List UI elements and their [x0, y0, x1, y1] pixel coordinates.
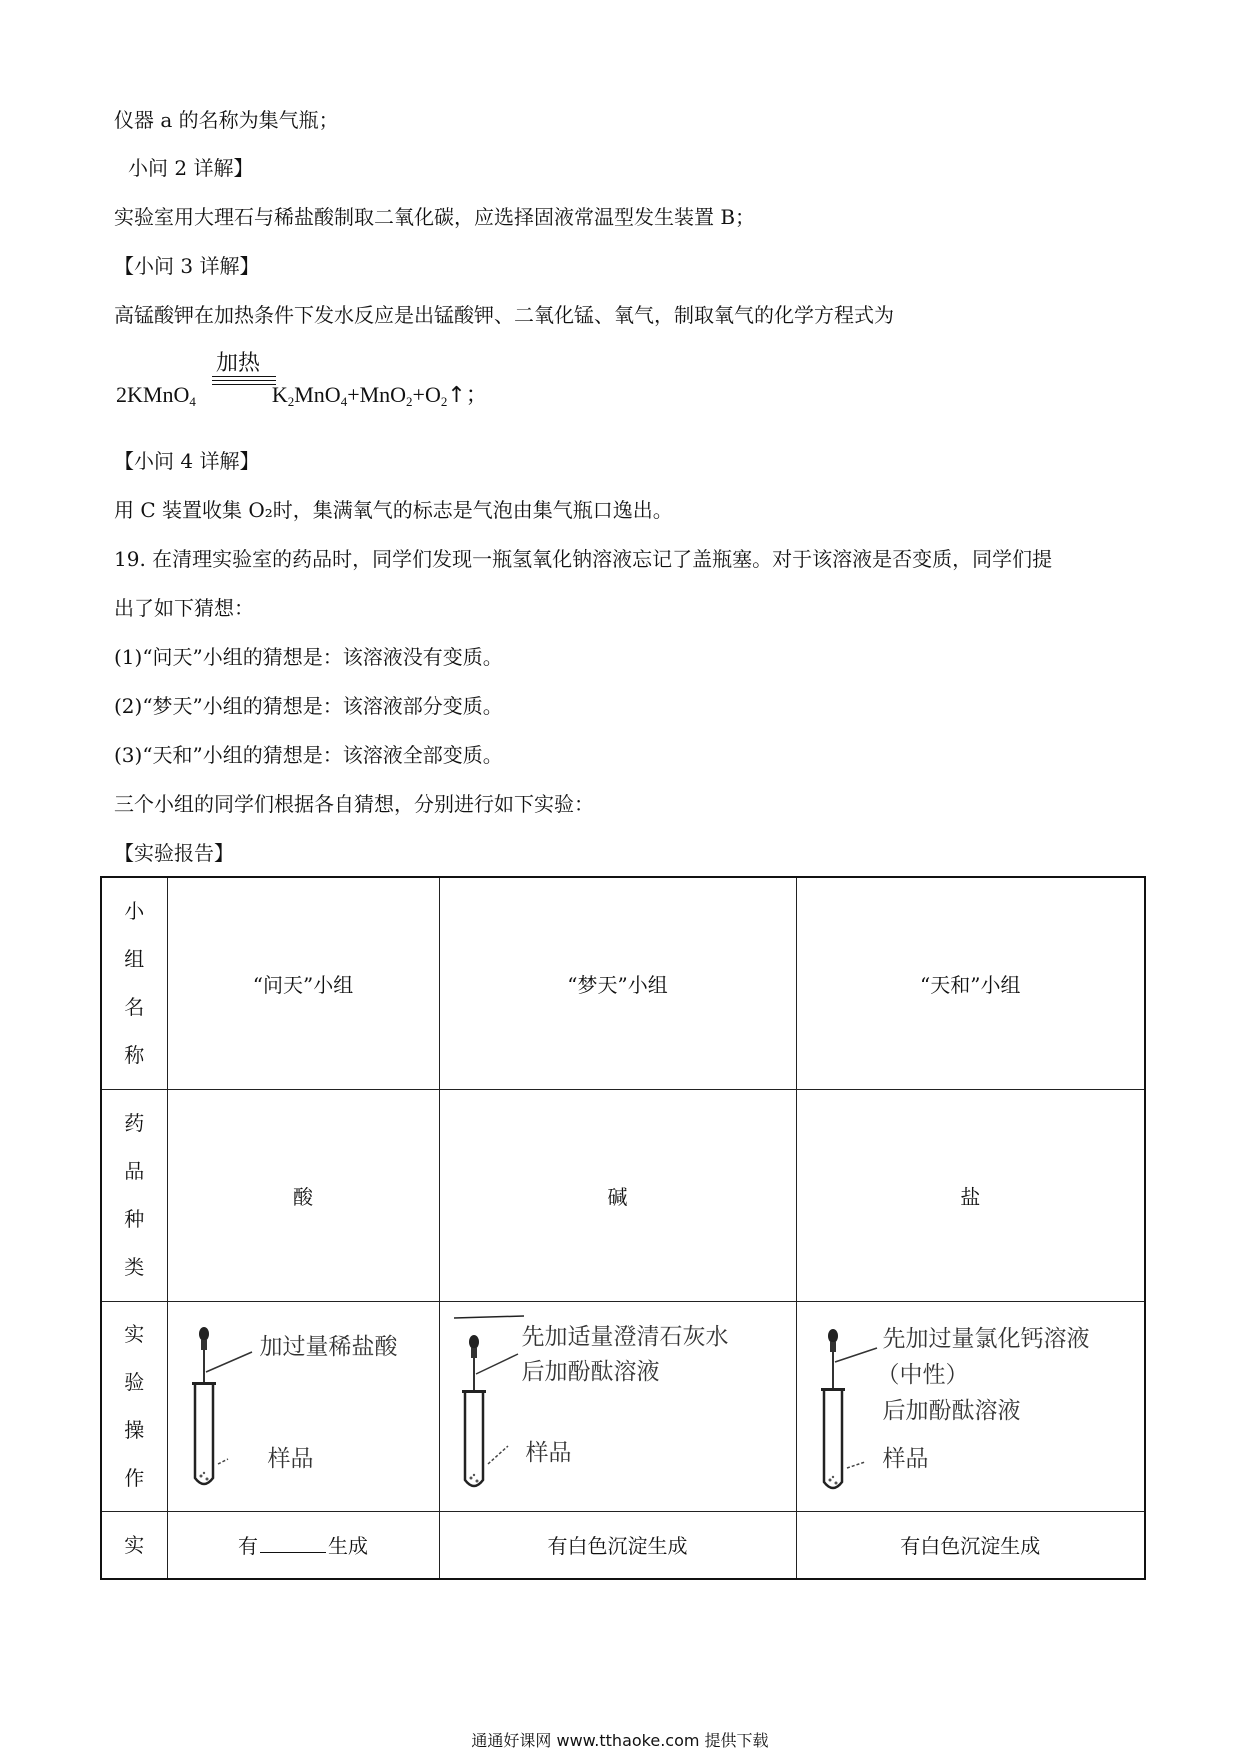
equation-reactant-sub: 4: [189, 394, 196, 409]
reagent-label: 先加过量氯化钙溶液: [882, 1325, 1090, 1352]
text-line-5: 高锰酸钾在加热条件下发水反应是出锰酸钾、二氧化锰、氧气，制取氧气的化学方程式为: [114, 303, 894, 327]
text-line-2: 小问 2 详解】: [128, 156, 254, 180]
reagent-label: 加过量稀盐酸: [259, 1333, 398, 1360]
text-line-7: 用 C 装置收集 O₂时，集满氧气的标志是气泡由集气瓶口逸出。: [114, 498, 673, 522]
reagent-label: 先加适量澄清石灰水: [521, 1323, 729, 1350]
row-header-phenomenon: 实: [101, 1511, 167, 1579]
phenomenon-tianhe: 有白色沉淀生成: [796, 1511, 1145, 1579]
experiment-report-table: [100, 876, 1146, 1580]
phenomenon-mengtian: 有白色沉淀生成: [439, 1511, 796, 1579]
equation-condition: 加热: [216, 351, 261, 376]
drug-type-salt: 盐: [796, 1089, 1145, 1301]
reagent-label: 后加酚酞溶液: [521, 1358, 660, 1385]
table-row-group-name: [101, 877, 1145, 1089]
text-line-13: 三个小组的同学们根据各自猜想，分别进行如下实验：: [114, 792, 594, 816]
text-line-1: 仪器 a 的名称为集气瓶；: [114, 108, 339, 132]
text-line-8: 19. 在清理实验室的药品时，同学们发现一瓶氢氧化钠溶液忘记了盖瓶塞。对于该溶液是否变质，同学们提: [114, 547, 1053, 571]
text-line-14: 【实验报告】: [114, 841, 234, 865]
group-name-mengtian: “梦天”小组: [439, 877, 796, 1089]
text-line-12: (3)“天和”小组的猜想是：该溶液全部变质。: [114, 743, 503, 767]
row-header-group-name: 小 组 名 称: [101, 877, 167, 1089]
row-header-drug-type: 药 品 种 类: [101, 1089, 167, 1301]
operation-tianhe: [796, 1301, 1145, 1511]
equation-end: ；: [465, 383, 488, 408]
text-line-3: 实验室用大理石与稀盐酸制取二氧化碳，应选择固液常温型发生装置 B；: [114, 205, 756, 229]
text-line-9: 出了如下猜想：: [114, 596, 254, 620]
equation-product-1-sub-a: 2: [287, 394, 295, 409]
operation-wentian: [167, 1301, 439, 1511]
sample-label: 样品: [882, 1445, 929, 1472]
drug-type-base: 碱: [439, 1089, 796, 1301]
equation-gas-arrow: ↑: [447, 383, 466, 408]
equation-product-1-sub-b: 4: [340, 394, 348, 409]
reagent-label: 后加酚酞溶液: [882, 1397, 1021, 1424]
phenomenon-wentian: 有 生成: [167, 1511, 439, 1579]
drug-type-acid: 酸: [167, 1089, 439, 1301]
text-line-4: 【小问 3 详解】: [114, 254, 260, 278]
group-name-wentian: “问天”小组: [167, 877, 439, 1089]
page-footer: 通通好课网 www.tthaoke.com 提供下载: [471, 1731, 769, 1750]
text-line-10: (1)“问天”小组的猜想是：该溶液没有变质。: [114, 645, 503, 669]
row-header-operation: 实 验 操 作: [101, 1301, 167, 1511]
text-line-11: (2)“梦天”小组的猜想是：该溶液部分变质。: [114, 694, 503, 718]
answer-blank[interactable]: [260, 1532, 326, 1553]
operation-mengtian: [439, 1301, 796, 1511]
equation-product-3: +O: [412, 382, 441, 407]
equation-product-2-sub: 2: [406, 394, 413, 409]
equation-product-1: K: [271, 382, 288, 407]
equation-product-1-mid: MnO: [294, 382, 341, 407]
equation-reactant: 2KMnO: [116, 382, 190, 407]
table-row-operation: [101, 1301, 1145, 1511]
group-name-tianhe: “天和”小组: [796, 877, 1145, 1089]
sample-label: 样品: [525, 1439, 572, 1466]
equation-product-3-sub: 2: [440, 394, 448, 409]
sample-label: 样品: [267, 1445, 314, 1472]
text-line-6: 【小问 4 详解】: [114, 449, 260, 473]
reagent-label: （中性）: [876, 1361, 969, 1388]
equation-product-2: +MnO: [347, 382, 407, 407]
table-row-drug-type: [101, 1089, 1145, 1301]
table-row-phenomenon: [101, 1511, 1145, 1579]
